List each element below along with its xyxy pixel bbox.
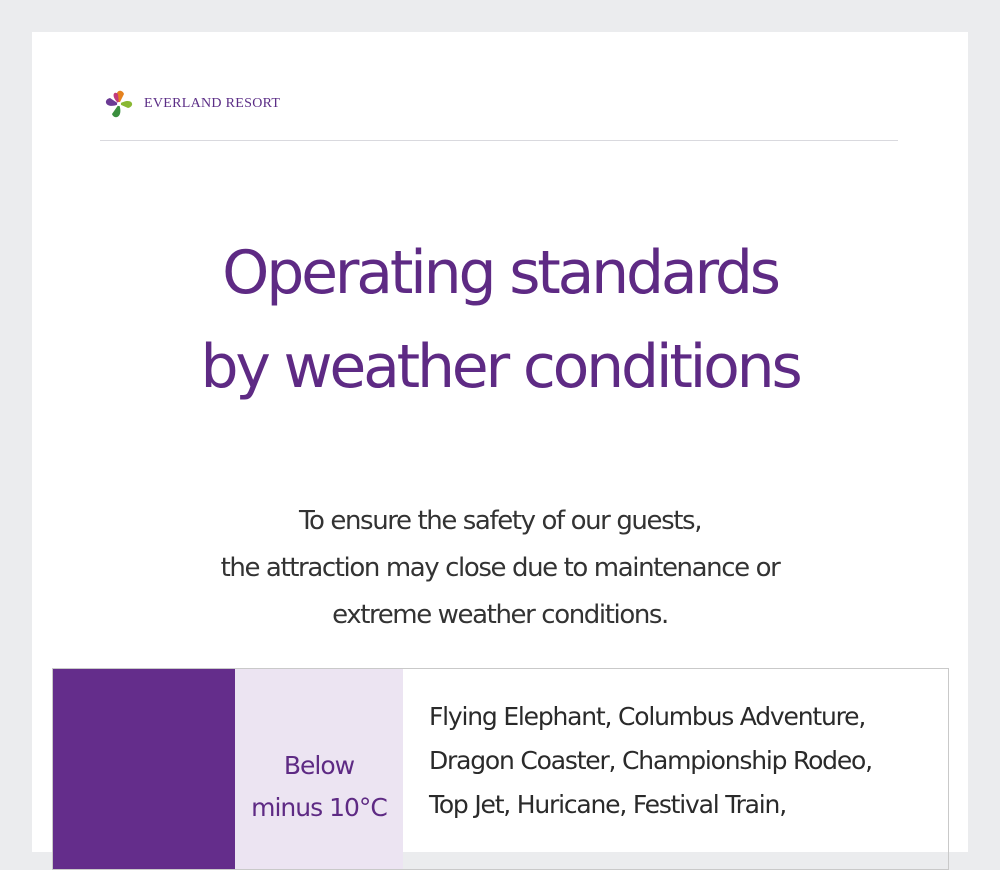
rides-line: Dragon Coaster, Championship Rodeo, (429, 746, 872, 775)
condition-line-1: Below (283, 751, 355, 780)
notice-card (32, 32, 968, 852)
condition-cell (235, 669, 403, 869)
brand-logo[interactable] (100, 86, 280, 122)
row-header-cell (53, 669, 235, 869)
rides-line: Top Jet, Huricane, Festival Train, (429, 790, 786, 819)
brand-name: EVERLAND RESORT (144, 96, 281, 111)
title-line-2: by weather conditions (200, 332, 800, 402)
intro-line-2: the attraction may close due to maintenance or (220, 553, 780, 583)
condition-line-2: minus 10°C (251, 793, 387, 822)
weather-standards-table (52, 668, 949, 870)
title-line-1: Operating standards (222, 238, 778, 308)
pinwheel-logo-icon (100, 86, 138, 122)
intro-line-1: To ensure the safety of our guests, (298, 506, 702, 536)
rides-cell (403, 669, 948, 869)
page-title (32, 226, 968, 414)
header-divider (100, 140, 898, 141)
intro-text (32, 498, 968, 639)
rides-line: Flying Elephant, Columbus Adventure, (429, 702, 866, 731)
intro-line-3: extreme weather conditions. (332, 600, 668, 630)
